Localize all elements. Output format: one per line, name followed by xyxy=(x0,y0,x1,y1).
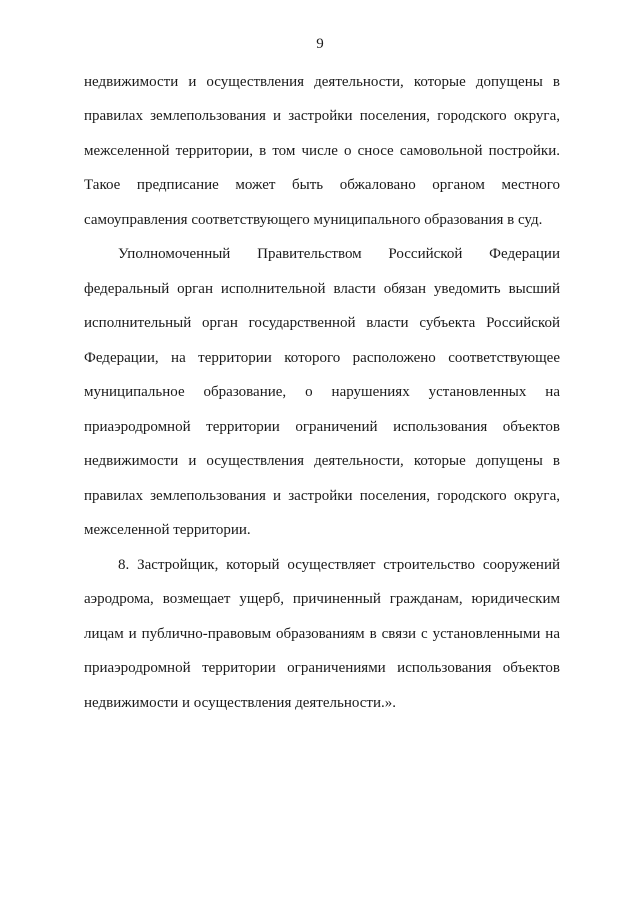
text-line: недвижимости и осуществления деятельности, которые допущены в xyxy=(84,453,560,469)
text-line: исполнительный орган государственной власти субъекта Российской xyxy=(84,315,560,331)
text-line: межселенной территории, в том числе о сносе самовольной постройки. xyxy=(84,143,560,159)
text-line: недвижимости и осуществления деятельности, которые допущены в xyxy=(84,74,560,90)
text-line: приаэродромной территории ограничений использования объектов xyxy=(84,419,560,435)
text-line: муниципальное образование, о нарушениях установленных на xyxy=(84,384,560,400)
text-line: приаэродромной территории ограничениями использования объектов xyxy=(84,660,560,676)
text-line: правилах землепользования и застройки поселения, городского округа, xyxy=(84,108,560,124)
text-line: лицам и публично-правовым образованиям в связи с установленными на xyxy=(84,626,560,642)
text-line: федеральный орган исполнительной власти обязан уведомить высший xyxy=(84,281,560,297)
text-line: Такое предписание может быть обжаловано органом местного xyxy=(84,177,560,193)
text-line: правилах землепользования и застройки поселения, городского округа, xyxy=(84,488,560,504)
text-line: самоуправления соответствующего муниципального образования в суд. xyxy=(84,212,543,228)
text-line: недвижимости и осуществления деятельности.». xyxy=(84,695,396,711)
text-line: 8. Застройщик, который осуществляет строительство сооружений xyxy=(118,557,560,573)
text-line: Федерации, на территории которого расположено соответствующее xyxy=(84,350,560,366)
text-line: аэродрома, возмещает ущерб, причиненный гражданам, юридическим xyxy=(84,591,560,607)
text-line: Уполномоченный Правительством Российской Федерации xyxy=(118,246,560,262)
page-number: 9 xyxy=(316,36,324,52)
text-line: межселенной территории. xyxy=(84,522,251,538)
